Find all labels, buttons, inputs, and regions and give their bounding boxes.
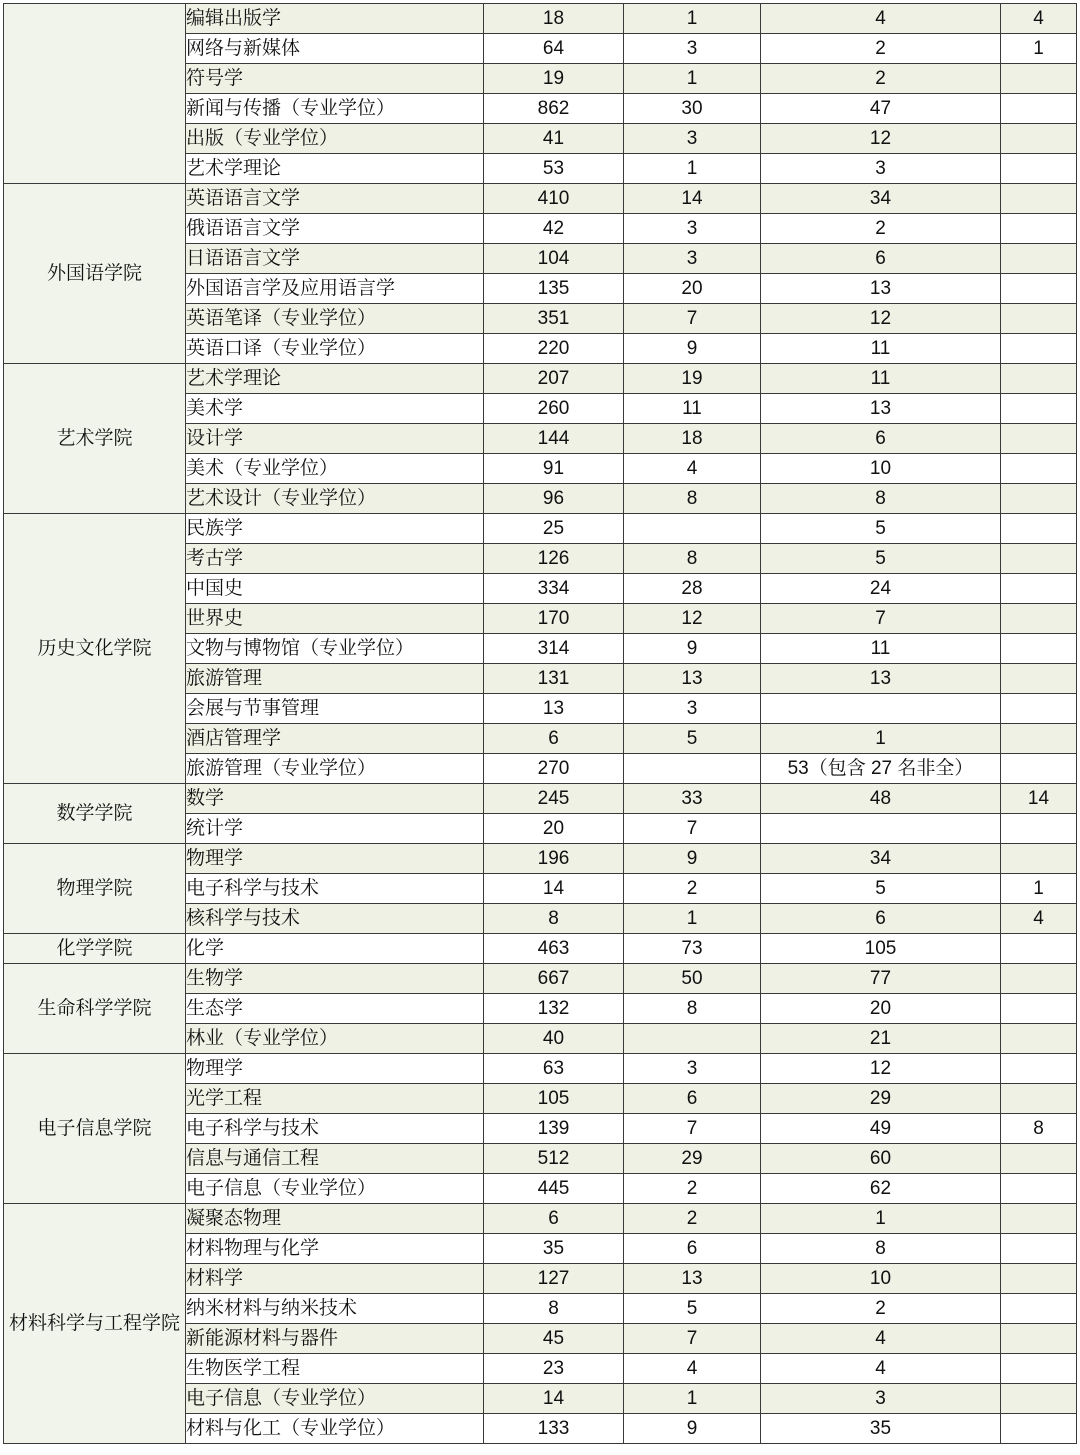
value-cell-c3: 7 (761, 604, 1001, 634)
value-cell-c2: 3 (624, 694, 761, 724)
value-cell-c4 (1001, 1174, 1077, 1204)
value-cell-c3: 5 (761, 874, 1001, 904)
value-cell-c4 (1001, 394, 1077, 424)
major-cell: 信息与通信工程 (186, 1144, 484, 1174)
value-cell-c4 (1001, 1264, 1077, 1294)
major-cell: 数学 (186, 784, 484, 814)
major-cell: 电子科学与技术 (186, 874, 484, 904)
value-cell-c2: 9 (624, 334, 761, 364)
value-cell-c3: 2 (761, 214, 1001, 244)
college-cell: 物理学院 (4, 844, 186, 934)
value-cell-c4 (1001, 154, 1077, 184)
college-cell: 生命科学学院 (4, 964, 186, 1054)
value-cell-c1: 6 (484, 724, 624, 754)
value-cell-c4 (1001, 724, 1077, 754)
value-cell-c4 (1001, 664, 1077, 694)
value-cell-c3: 12 (761, 304, 1001, 334)
value-cell-c2: 19 (624, 364, 761, 394)
major-cell: 外国语言学及应用语言学 (186, 274, 484, 304)
major-cell: 会展与节事管理 (186, 694, 484, 724)
value-cell-c2: 9 (624, 844, 761, 874)
value-cell-c1: 270 (484, 754, 624, 784)
table-row (4, 784, 1077, 814)
value-cell-c1: 132 (484, 994, 624, 1024)
value-cell-c1: 40 (484, 1024, 624, 1054)
major-cell: 网络与新媒体 (186, 34, 484, 64)
value-cell-c4 (1001, 514, 1077, 544)
value-cell-c3: 13 (761, 274, 1001, 304)
table-row (4, 184, 1077, 214)
major-cell: 凝聚态物理 (186, 1204, 484, 1234)
value-cell-c4 (1001, 364, 1077, 394)
value-cell-c3: 29 (761, 1084, 1001, 1114)
major-cell: 生物医学工程 (186, 1354, 484, 1384)
value-cell-c3: 13 (761, 394, 1001, 424)
value-cell-c3: 5 (761, 544, 1001, 574)
value-cell-c2: 5 (624, 724, 761, 754)
value-cell-c1: 14 (484, 874, 624, 904)
value-cell-c3: 48 (761, 784, 1001, 814)
value-cell-c1: 144 (484, 424, 624, 454)
value-cell-c4 (1001, 604, 1077, 634)
value-cell-c1: 13 (484, 694, 624, 724)
major-cell: 英语笔译（专业学位） (186, 304, 484, 334)
table-row (4, 934, 1077, 964)
value-cell-c4 (1001, 94, 1077, 124)
college-cell: 材料科学与工程学院 (4, 1204, 186, 1444)
admission-table (3, 3, 1077, 1444)
major-cell: 统计学 (186, 814, 484, 844)
major-cell: 文物与博物馆（专业学位） (186, 634, 484, 664)
value-cell-c2: 4 (624, 454, 761, 484)
value-cell-c4 (1001, 1024, 1077, 1054)
value-cell-c2: 2 (624, 874, 761, 904)
value-cell-c3: 34 (761, 184, 1001, 214)
value-cell-c1: 96 (484, 484, 624, 514)
major-cell: 材料与化工（专业学位） (186, 1414, 484, 1444)
value-cell-c3: 6 (761, 244, 1001, 274)
value-cell-c2: 9 (624, 634, 761, 664)
table-row (4, 1204, 1077, 1234)
value-cell-c4 (1001, 244, 1077, 274)
value-cell-c1: 131 (484, 664, 624, 694)
table-row (4, 514, 1077, 544)
value-cell-c1: 133 (484, 1414, 624, 1444)
value-cell-c3: 11 (761, 364, 1001, 394)
value-cell-c4 (1001, 124, 1077, 154)
major-cell: 设计学 (186, 424, 484, 454)
value-cell-c1: 19 (484, 64, 624, 94)
value-cell-c2: 8 (624, 544, 761, 574)
value-cell-c1: 8 (484, 904, 624, 934)
major-cell: 光学工程 (186, 1084, 484, 1114)
value-cell-c3: 8 (761, 1234, 1001, 1264)
value-cell-c1: 105 (484, 1084, 624, 1114)
value-cell-c3: 20 (761, 994, 1001, 1024)
value-cell-c3: 2 (761, 64, 1001, 94)
value-cell-c3: 1 (761, 724, 1001, 754)
value-cell-c1: 512 (484, 1144, 624, 1174)
major-cell: 美术（专业学位） (186, 454, 484, 484)
value-cell-c4 (1001, 1054, 1077, 1084)
value-cell-c4 (1001, 64, 1077, 94)
value-cell-c2: 6 (624, 1084, 761, 1114)
table-body (4, 4, 1077, 1444)
major-cell: 材料物理与化学 (186, 1234, 484, 1264)
value-cell-c1: 334 (484, 574, 624, 604)
value-cell-c3: 62 (761, 1174, 1001, 1204)
value-cell-c2: 3 (624, 124, 761, 154)
value-cell-c4 (1001, 274, 1077, 304)
value-cell-c3: 13 (761, 664, 1001, 694)
value-cell-c4 (1001, 844, 1077, 874)
value-cell-c4: 14 (1001, 784, 1077, 814)
value-cell-c2: 7 (624, 1114, 761, 1144)
value-cell-c2 (624, 754, 761, 784)
value-cell-c4: 4 (1001, 4, 1077, 34)
value-cell-c1: 410 (484, 184, 624, 214)
table-row (4, 1054, 1077, 1084)
value-cell-c2: 13 (624, 1264, 761, 1294)
value-cell-c2: 2 (624, 1204, 761, 1234)
value-cell-c3: 34 (761, 844, 1001, 874)
major-cell: 世界史 (186, 604, 484, 634)
value-cell-c1: 170 (484, 604, 624, 634)
value-cell-c3: 8 (761, 484, 1001, 514)
value-cell-c2 (624, 514, 761, 544)
major-cell: 旅游管理（专业学位） (186, 754, 484, 784)
value-cell-c2: 4 (624, 1354, 761, 1384)
value-cell-c3: 4 (761, 1354, 1001, 1384)
major-cell: 电子信息（专业学位） (186, 1174, 484, 1204)
value-cell-c1: 63 (484, 1054, 624, 1084)
value-cell-c1: 18 (484, 4, 624, 34)
value-cell-c4 (1001, 994, 1077, 1024)
major-cell: 酒店管理学 (186, 724, 484, 754)
table-row (4, 364, 1077, 394)
major-cell: 英语口译（专业学位） (186, 334, 484, 364)
value-cell-c1: 53 (484, 154, 624, 184)
major-cell: 旅游管理 (186, 664, 484, 694)
value-cell-c4 (1001, 484, 1077, 514)
major-cell: 日语语言文学 (186, 244, 484, 274)
value-cell-c1: 207 (484, 364, 624, 394)
value-cell-c4 (1001, 454, 1077, 484)
value-cell-c4 (1001, 694, 1077, 724)
value-cell-c2: 6 (624, 1234, 761, 1264)
major-cell: 材料学 (186, 1264, 484, 1294)
value-cell-c1: 667 (484, 964, 624, 994)
value-cell-c4: 4 (1001, 904, 1077, 934)
value-cell-c3: 24 (761, 574, 1001, 604)
major-cell: 纳米材料与纳米技术 (186, 1294, 484, 1324)
value-cell-c3: 4 (761, 1324, 1001, 1354)
major-cell: 生态学 (186, 994, 484, 1024)
value-cell-c1: 196 (484, 844, 624, 874)
value-cell-c2: 5 (624, 1294, 761, 1324)
value-cell-c1: 6 (484, 1204, 624, 1234)
major-cell: 艺术学理论 (186, 364, 484, 394)
table-row (4, 844, 1077, 874)
value-cell-c2: 18 (624, 424, 761, 454)
value-cell-c3: 3 (761, 1384, 1001, 1414)
value-cell-c1: 91 (484, 454, 624, 484)
value-cell-c3: 6 (761, 424, 1001, 454)
value-cell-c1: 64 (484, 34, 624, 64)
value-cell-c1: 126 (484, 544, 624, 574)
value-cell-c1: 45 (484, 1324, 624, 1354)
value-cell-c1: 314 (484, 634, 624, 664)
table-row (4, 964, 1077, 994)
value-cell-c2: 7 (624, 814, 761, 844)
major-cell: 考古学 (186, 544, 484, 574)
value-cell-c4: 8 (1001, 1114, 1077, 1144)
major-cell: 物理学 (186, 844, 484, 874)
value-cell-c2: 3 (624, 1054, 761, 1084)
value-cell-c2: 11 (624, 394, 761, 424)
value-cell-c4 (1001, 634, 1077, 664)
value-cell-c2: 28 (624, 574, 761, 604)
value-cell-c4 (1001, 1204, 1077, 1234)
major-cell: 出版（专业学位） (186, 124, 484, 154)
value-cell-c1: 14 (484, 1384, 624, 1414)
major-cell: 电子科学与技术 (186, 1114, 484, 1144)
value-cell-c2: 1 (624, 154, 761, 184)
value-cell-c2: 7 (624, 304, 761, 334)
major-cell: 中国史 (186, 574, 484, 604)
value-cell-c1: 135 (484, 274, 624, 304)
value-cell-c3: 12 (761, 124, 1001, 154)
value-cell-c2: 3 (624, 214, 761, 244)
value-cell-c3: 12 (761, 1054, 1001, 1084)
value-cell-c4 (1001, 1324, 1077, 1354)
value-cell-c2: 14 (624, 184, 761, 214)
value-cell-c1: 23 (484, 1354, 624, 1384)
major-cell: 符号学 (186, 64, 484, 94)
major-cell: 林业（专业学位） (186, 1024, 484, 1054)
value-cell-c2: 7 (624, 1324, 761, 1354)
college-cell: 电子信息学院 (4, 1054, 186, 1204)
value-cell-c3: 77 (761, 964, 1001, 994)
value-cell-c4: 1 (1001, 874, 1077, 904)
major-cell: 俄语语言文学 (186, 214, 484, 244)
value-cell-c3: 11 (761, 334, 1001, 364)
value-cell-c1: 25 (484, 514, 624, 544)
value-cell-c3 (761, 694, 1001, 724)
value-cell-c1: 351 (484, 304, 624, 334)
value-cell-c3: 4 (761, 4, 1001, 34)
value-cell-c4 (1001, 934, 1077, 964)
major-cell: 艺术学理论 (186, 154, 484, 184)
value-cell-c4 (1001, 754, 1077, 784)
value-cell-c4 (1001, 544, 1077, 574)
value-cell-c1: 104 (484, 244, 624, 274)
value-cell-c3: 60 (761, 1144, 1001, 1174)
value-cell-c2: 9 (624, 1414, 761, 1444)
major-cell: 核科学与技术 (186, 904, 484, 934)
value-cell-c4 (1001, 304, 1077, 334)
value-cell-c1: 20 (484, 814, 624, 844)
value-cell-c3: 2 (761, 1294, 1001, 1324)
major-cell: 电子信息（专业学位） (186, 1384, 484, 1414)
value-cell-c2: 1 (624, 4, 761, 34)
value-cell-c1: 445 (484, 1174, 624, 1204)
value-cell-c3 (761, 814, 1001, 844)
value-cell-c1: 42 (484, 214, 624, 244)
value-cell-c3: 3 (761, 154, 1001, 184)
value-cell-c3: 53（包含 27 名非全） (761, 754, 1001, 784)
value-cell-c2: 13 (624, 664, 761, 694)
value-cell-c1: 260 (484, 394, 624, 424)
value-cell-c3: 10 (761, 1264, 1001, 1294)
value-cell-c4 (1001, 1294, 1077, 1324)
value-cell-c2: 12 (624, 604, 761, 634)
value-cell-c1: 35 (484, 1234, 624, 1264)
value-cell-c3: 2 (761, 34, 1001, 64)
value-cell-c3: 11 (761, 634, 1001, 664)
value-cell-c4 (1001, 334, 1077, 364)
value-cell-c4: 1 (1001, 34, 1077, 64)
major-cell: 民族学 (186, 514, 484, 544)
value-cell-c4 (1001, 814, 1077, 844)
value-cell-c2: 30 (624, 94, 761, 124)
value-cell-c4 (1001, 1384, 1077, 1414)
value-cell-c3: 105 (761, 934, 1001, 964)
value-cell-c3: 5 (761, 514, 1001, 544)
value-cell-c2: 29 (624, 1144, 761, 1174)
table-row (4, 4, 1077, 34)
value-cell-c2: 50 (624, 964, 761, 994)
value-cell-c4 (1001, 424, 1077, 454)
value-cell-c4 (1001, 214, 1077, 244)
value-cell-c2: 3 (624, 244, 761, 274)
college-cell: 历史文化学院 (4, 514, 186, 784)
value-cell-c3: 35 (761, 1414, 1001, 1444)
college-cell: 化学学院 (4, 934, 186, 964)
value-cell-c3: 1 (761, 1204, 1001, 1234)
value-cell-c2: 73 (624, 934, 761, 964)
value-cell-c2: 1 (624, 904, 761, 934)
value-cell-c1: 127 (484, 1264, 624, 1294)
value-cell-c4 (1001, 1234, 1077, 1264)
value-cell-c2: 1 (624, 64, 761, 94)
value-cell-c3: 21 (761, 1024, 1001, 1054)
value-cell-c2: 8 (624, 994, 761, 1024)
value-cell-c4 (1001, 1084, 1077, 1114)
major-cell: 英语语言文学 (186, 184, 484, 214)
major-cell: 艺术设计（专业学位） (186, 484, 484, 514)
value-cell-c2: 1 (624, 1384, 761, 1414)
value-cell-c4 (1001, 1414, 1077, 1444)
major-cell: 化学 (186, 934, 484, 964)
value-cell-c3: 49 (761, 1114, 1001, 1144)
major-cell: 新能源材料与器件 (186, 1324, 484, 1354)
value-cell-c3: 6 (761, 904, 1001, 934)
value-cell-c3: 10 (761, 454, 1001, 484)
value-cell-c4 (1001, 184, 1077, 214)
value-cell-c2: 20 (624, 274, 761, 304)
value-cell-c1: 862 (484, 94, 624, 124)
value-cell-c2: 8 (624, 484, 761, 514)
value-cell-c2: 33 (624, 784, 761, 814)
value-cell-c4 (1001, 1144, 1077, 1174)
value-cell-c4 (1001, 574, 1077, 604)
major-cell: 生物学 (186, 964, 484, 994)
value-cell-c4 (1001, 1354, 1077, 1384)
value-cell-c4 (1001, 964, 1077, 994)
value-cell-c3: 47 (761, 94, 1001, 124)
major-cell: 编辑出版学 (186, 4, 484, 34)
college-cell: 艺术学院 (4, 364, 186, 514)
value-cell-c2: 2 (624, 1174, 761, 1204)
value-cell-c2 (624, 1024, 761, 1054)
value-cell-c2: 3 (624, 34, 761, 64)
major-cell: 新闻与传播（专业学位） (186, 94, 484, 124)
value-cell-c1: 139 (484, 1114, 624, 1144)
college-cell: 外国语学院 (4, 184, 186, 364)
college-cell: 数学学院 (4, 784, 186, 844)
value-cell-c1: 220 (484, 334, 624, 364)
college-cell (4, 4, 186, 184)
major-cell: 物理学 (186, 1054, 484, 1084)
value-cell-c1: 41 (484, 124, 624, 154)
value-cell-c1: 463 (484, 934, 624, 964)
value-cell-c1: 8 (484, 1294, 624, 1324)
major-cell: 美术学 (186, 394, 484, 424)
value-cell-c1: 245 (484, 784, 624, 814)
